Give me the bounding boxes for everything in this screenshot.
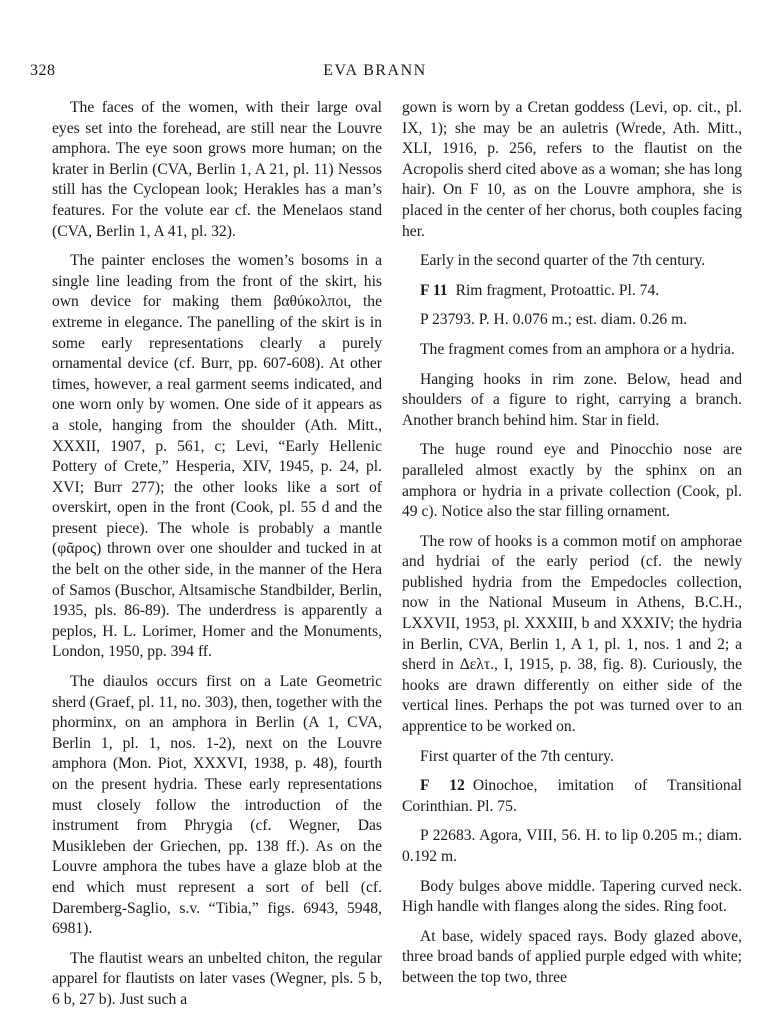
paragraph: Body bulges above middle. Tapering curved neck. High handle with flanges along the sides. Ring foot. <box>402 877 742 916</box>
catalog-entry-heading <box>402 776 742 817</box>
paragraph: The faces of the women, with their large oval eyes set into the forehead, are still near the Louvre amphora. The eye soon grows more human; on the krater in Berlin (CVA, Berlin 1, A 21, pl. 11) Nessos still has the Cyclopean look; Herakles has a man’s features. For the volute ear cf. the Menelaos stand (CVA, Berlin 1, A 41, pl. 32). <box>52 99 382 240</box>
paragraph: The huge round eye and Pinocchio nose are paralleled almost exactly by the sphinx on an amphora or hydria in a private collection (Cook, pl. 49 c). Notice also the star filling ornament. <box>402 441 742 521</box>
page-number: 328 <box>30 62 56 79</box>
paragraph: The flautist wears an unbelted chiton, the regular apparel for flautists on later vases (Wegner, pls. 5 b, 6 b, 27 b). Just such a <box>52 949 382 1008</box>
paragraph: The fragment comes from an amphora or a hydria. <box>420 340 735 358</box>
paragraph: The diaulos occurs first on a Late Geometric sherd (Graef, pl. 11, no. 303), then, together with the phorminx, on an amphora in Berlin (A 1, CVA, Berlin 1, pl. 1, nos. 1-2), next on the Louvre amphora (Mon. Piot, XXXVI, 1938, p. 48), fourth on the present hydria. These early representations must closely follow the introduction of the instrument from Phrygia (cf. Wegner, Das Musikleben der Griechen, pp. 138 ff.). As on the Louvre amphora the tubes have a glaze blob at the end which must represent a sort of bell (cf. Daremberg-Saglio, s.v. “Tibia,” figs. 6943, 5948, 6981). <box>52 673 382 938</box>
paragraph: At base, widely spaced rays. Body glazed above, three broad bands of applied purple edged with white; between the top two, three <box>402 927 742 986</box>
paragraph: The row of hooks is a common motif on amphorae and hydriai of the early period (cf. the newly published hydria from the Empedocles collection, now in the National Museum in Athens, B.C.H., LXXVII, 1953, pl. XXXIII, b and XXXIV; the hydria in Berlin, CVA, Berlin 1, A 1, pl. 1, nos. 1 and 2; a sherd in Δελτ., I, 1915, p. 38, fig. 8). Curiously, the hooks are drawn differently on either side of the vertical lines. Perhaps the pot was turned over to an apprentice to be worked on. <box>402 532 742 736</box>
catalog-entry-heading <box>402 281 742 302</box>
catalog-meta: P 22683. Agora, VIII, 56. H. to lip 0.205 m.; diam. 0.192 m. <box>402 827 742 865</box>
catalog-title: Rim fragment, Protoattic. Pl. 74. <box>455 281 660 299</box>
catalog-number: F 12 <box>420 777 465 795</box>
running-head: EVA BRANN <box>323 62 427 79</box>
catalog-meta: P 23793. P. H. 0.076 m.; est. diam. 0.26 m. <box>420 311 688 329</box>
paragraph: Hanging hooks in rim zone. Below, head and shoulders of a figure to right, carrying a branch. Another branch behind him. Star in field. <box>402 370 742 429</box>
date-line: Early in the second quarter of the 7th century. <box>420 252 706 270</box>
paragraph: The painter encloses the women’s bosoms in a single line leading from the front of the skirt, his own device for making them βαθύκολποι, the extreme in elegance. The panelling of the skirt is in some early representations clearly a purely ornamental device (cf. Burr, pp. 607-608). At other times, however, a real garment seems indicated, and one worn only by women. One side of it appears as a stole, hanging from the shoulder (Ath. Mitt., XXXII, 1907, p. 561, c; Levi, “Early Hellenic Pottery of Crete,” Hesperia, XIV, 1945, p. 24, pl. XVI; Burr 277); the other looks like a sort of overskirt, open in the front (Cook, pl. 55 d and the present piece). The whole is probably a mantle (φᾶρος) thrown over one shoulder and tucked in at the belt on the other side, in the manner of the Hera of Samos (Buschor, Altsamische Standbilder, Berlin, 1935, pls. 86-89). The underdress is apparently a peplos, H. L. Lorimer, Homer and the Monuments, London, 1950, pp. 394 ff. <box>52 252 382 661</box>
right-column <box>402 98 742 998</box>
left-column <box>52 98 382 1020</box>
paragraph: gown is worn by a Cretan goddess (Levi, op. cit., pl. IX, 1); she may be an auletris (Wrede, Ath. Mitt., XLI, 1916, p. 256, refers to the flautist on the Acropolis sherd cited above as a woman; she has long hair). On F 10, as on the Louvre amphora, she is placed in the center of her chorus, both couples facing her. <box>402 99 742 240</box>
catalog-title: Oinochoe, imitation of Transitional Corinthian. Pl. 75. <box>402 777 742 815</box>
page-header <box>30 62 720 84</box>
date-line: First quarter of the 7th century. <box>420 747 614 765</box>
catalog-number: F 11 <box>420 281 448 299</box>
